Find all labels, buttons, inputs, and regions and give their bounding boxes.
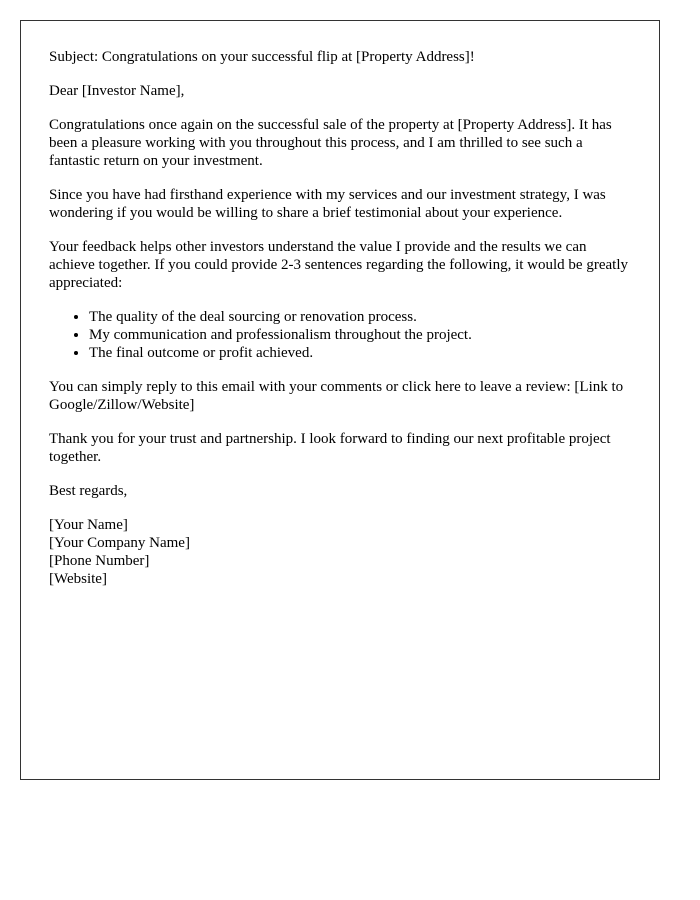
closing: Best regards,	[49, 483, 128, 499]
paragraph-congratulations: Congratulations once again on the successful sale of the property at [Property Address]. It has been a pleasure working with you throughout this process, and I am thrilled to see such a fantastic return on your investment.	[49, 117, 612, 169]
signature-name: [Your Name]	[49, 517, 128, 533]
letter-container	[20, 20, 660, 780]
subject-line: Subject: Congratulations on your successful flip at [Property Address]!	[49, 49, 475, 65]
signature-company: [Your Company Name]	[49, 535, 190, 551]
list-item: • The quality of the deal sourcing or renovation process.	[89, 308, 631, 326]
list-item: • My communication and professionalism throughout the project.	[89, 326, 631, 344]
paragraph-reply: You can simply reply to this email with your comments or click here to leave a review: [Link to Google/Zillow/Website]	[49, 379, 624, 413]
greeting: Dear [Investor Name],	[49, 83, 185, 99]
list-item: • The final outcome or profit achieved.	[89, 344, 631, 362]
paragraph-feedback: Your feedback helps other investors understand the value I provide and the results we can achieve together. If you could provide 2-3 sentences regarding the following, it would be greatly appreciated:	[49, 239, 628, 291]
paragraph-thanks: Thank you for your trust and partnership. I look forward to finding our next profitable project together.	[49, 431, 611, 465]
signature-phone: [Phone Number]	[49, 553, 150, 569]
signature-block	[49, 516, 631, 588]
signature-website: [Website]	[49, 571, 107, 587]
feedback-topics-list	[49, 308, 631, 362]
paragraph-testimonial-request: Since you have had firsthand experience with my services and our investment strategy, I was wondering if you would be willing to share a brief testimonial about your experience.	[49, 187, 606, 221]
